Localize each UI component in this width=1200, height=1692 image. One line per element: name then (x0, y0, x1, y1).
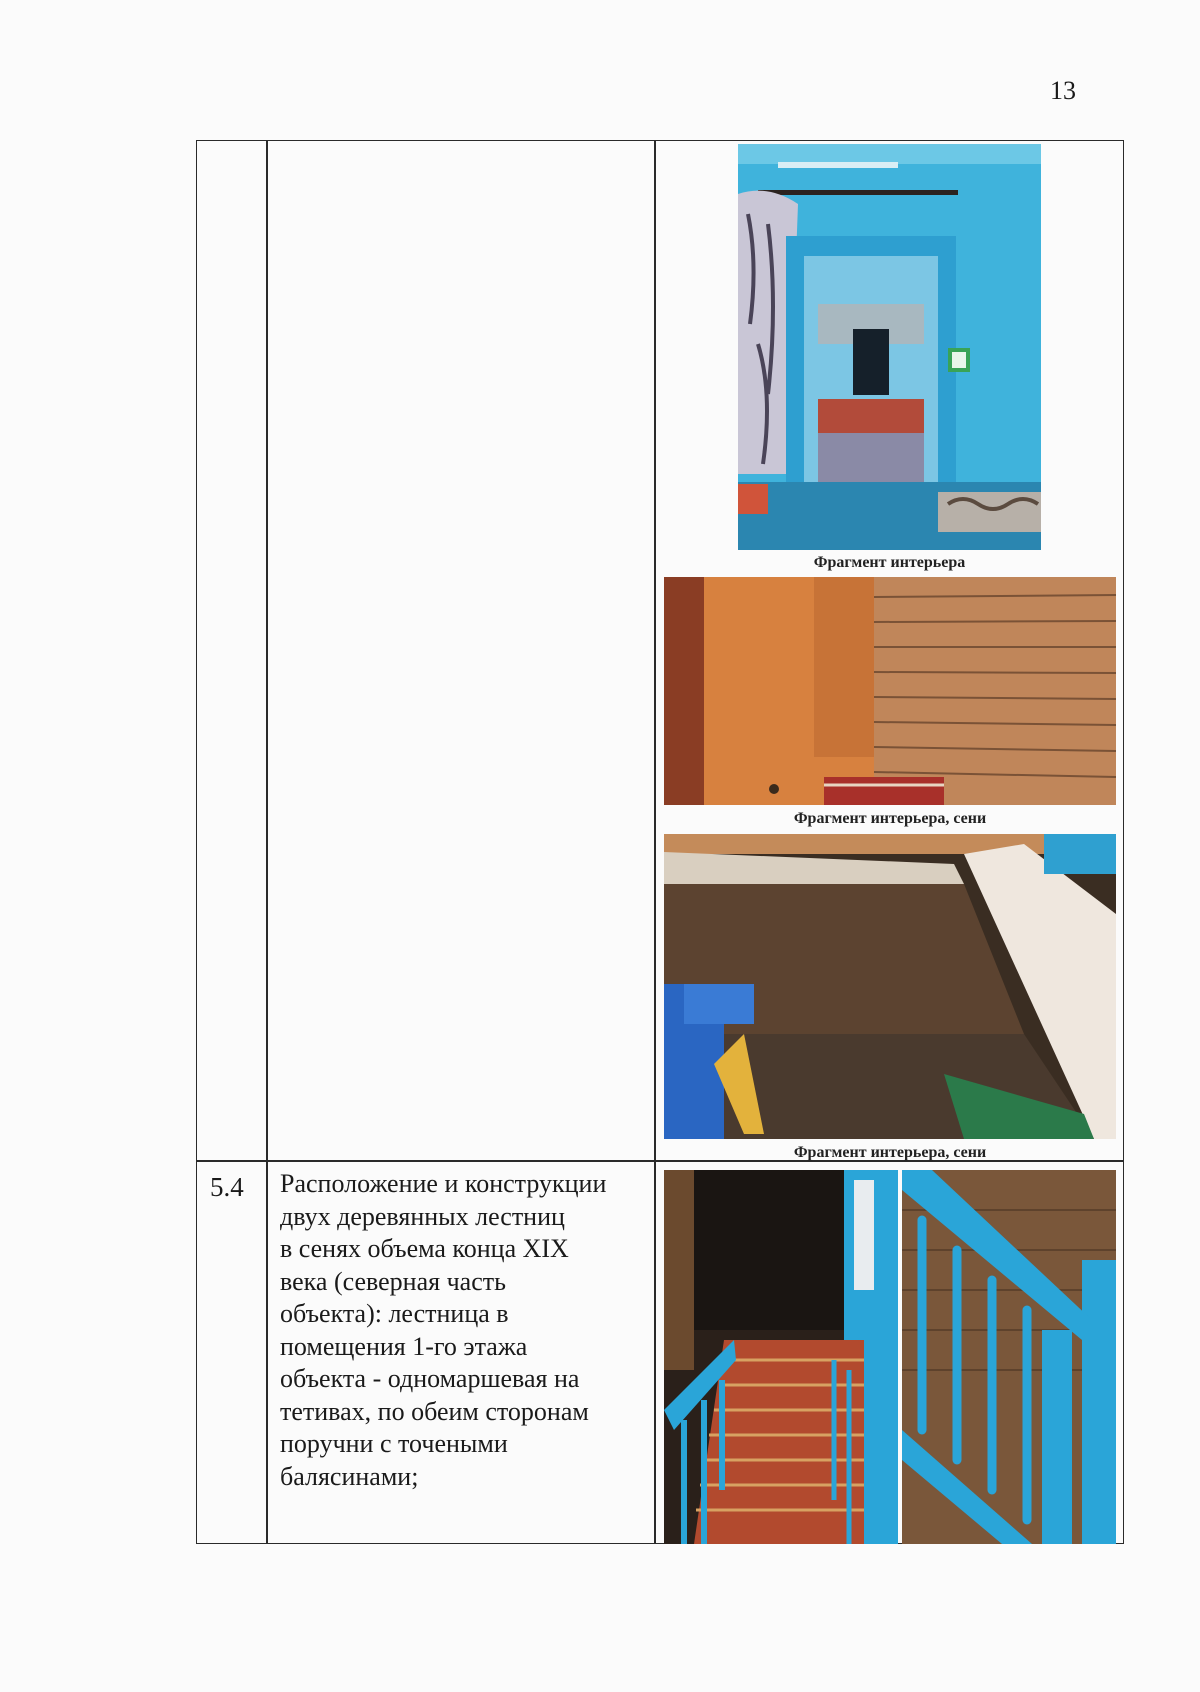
photo-caption: Фрагмент интерьера, сени (793, 1144, 987, 1161)
balusters-photo (902, 1170, 1116, 1544)
doorway-photo (738, 144, 1041, 550)
staircase-photo (664, 1170, 898, 1544)
cupboard-photo (664, 577, 1116, 805)
photo-caption: Фрагмент интерьера, сени (793, 810, 987, 827)
photo-caption: Фрагмент интерьера (813, 554, 966, 571)
under-stair-photo (664, 834, 1116, 1139)
row-description: Расположение и конструкции двух деревянных лестниц в сенях объема конца XIX века (северная часть объекта): лестница в помещения 1-го этажа объекта - одномаршевая на тетивах, по обеим сторонам поручни с точеными балясинами; (280, 1169, 607, 1491)
column-divider (654, 140, 656, 1544)
column-divider (266, 140, 268, 1544)
row-number: 5.4 (210, 1172, 244, 1202)
page-number: 13 (1050, 76, 1076, 105)
